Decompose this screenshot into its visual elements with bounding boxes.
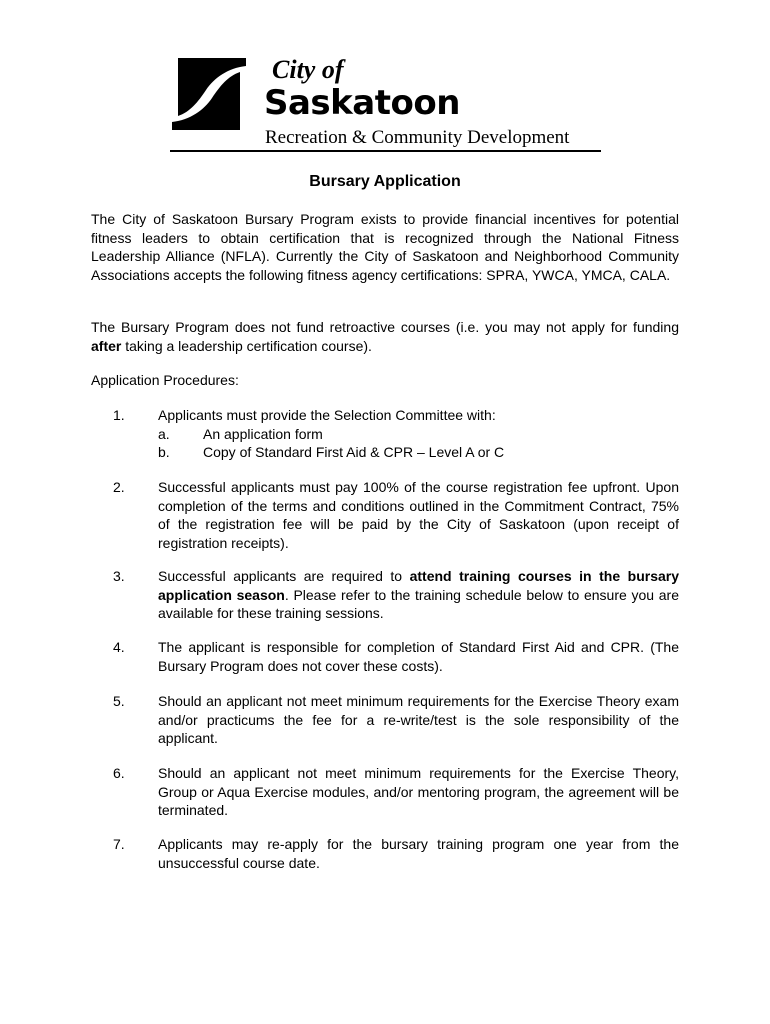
item-number: 5. xyxy=(113,693,125,709)
saskatoon-logo-icon xyxy=(170,56,248,132)
item-number: 2. xyxy=(113,479,125,495)
header-divider xyxy=(170,150,601,152)
item-text xyxy=(158,567,679,623)
item-number: 3. xyxy=(113,568,125,584)
logo-department: Recreation & Community Development xyxy=(265,127,570,148)
item-text-bold: attend training courses in the bursary application season xyxy=(158,568,679,603)
retro-bold: after xyxy=(91,337,122,354)
sub-item-letter: a. xyxy=(158,425,170,442)
sub-item-text: An application form xyxy=(203,425,323,442)
retro-text-2: taking a leadership certification course). xyxy=(121,337,372,354)
retroactive-paragraph xyxy=(91,318,679,355)
item-text-post: . Please refer to the training schedule below to ensure you are available for these training sessions. xyxy=(158,586,680,621)
intro-paragraph: The City of Saskatoon Bursary Program exists to provide financial incentives for potential fitness leaders to obtain certification that is recognized through the National Fitness Leadership Alliance (NFLA). Currently the City of Saskatoon and Neighborhood Community Associations accepts the following fitness agency certifications: SPRA, YWCA, YMCA, CALA. xyxy=(91,211,679,283)
item-number: 1. xyxy=(113,407,125,423)
item-text: Should an applicant not meet minimum requirements for the Exercise Theory, Group or Aqua Exercise modules, and/or mentoring program, the agreement will be terminated. xyxy=(158,765,679,818)
item-text: Should an applicant not meet minimum requirements for the Exercise Theory exam and/or practicums the fee for a re-write/test is the sole responsibility of the applicant. xyxy=(158,693,679,746)
procedures-heading: Application Procedures: xyxy=(91,372,239,388)
sub-item-letter: b. xyxy=(158,444,170,460)
item-number: 4. xyxy=(113,639,125,655)
retro-text-1: The Bursary Program does not fund retroactive courses (i.e. you may not apply for funding xyxy=(91,319,679,335)
item-text: Applicants must provide the Selection Committee with: xyxy=(158,407,496,423)
page-title: Bursary Application xyxy=(309,173,461,190)
sub-item xyxy=(158,443,679,462)
item-text-pre: Successful applicants are required to xyxy=(158,568,410,584)
logo-saskatoon: Saskatoon xyxy=(264,83,460,123)
logo-city-of: City of xyxy=(272,55,344,84)
item-text: Applicants may re-apply for the bursary training program one year from the unsuccessful course date. xyxy=(158,836,679,871)
item-text: Successful applicants must pay 100% of the course registration fee upfront. Upon completion of the terms and conditions outlined in the Commitment Contract, 75% of the registration fee will be paid by the City of Saskatoon (upon receipt of registration receipts). xyxy=(158,479,679,551)
item-number: 7. xyxy=(113,836,125,852)
item-text: The applicant is responsible for completion of Standard First Aid and CPR. (The Bursary Program does not cover these costs). xyxy=(158,639,679,674)
sub-item xyxy=(158,425,679,444)
item-number: 6. xyxy=(113,765,125,781)
sub-item-text: Copy of Standard First Aid & CPR – Level A or C xyxy=(203,444,505,460)
